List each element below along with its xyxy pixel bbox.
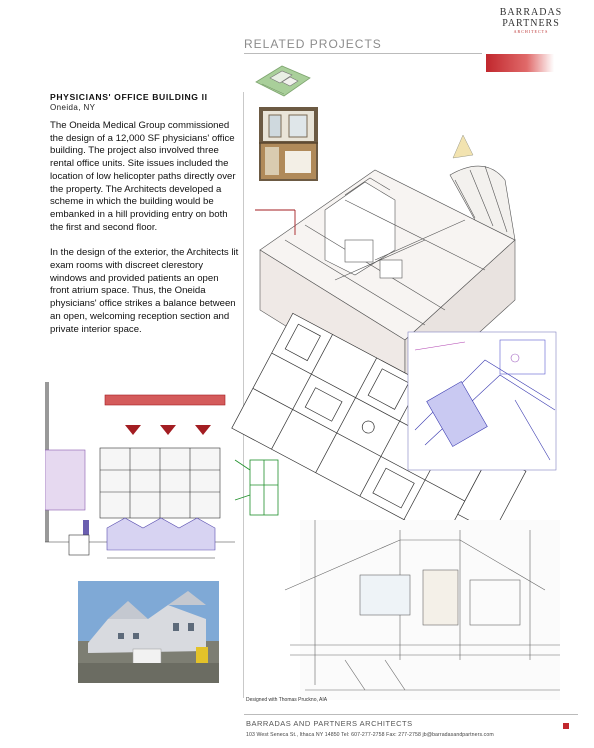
design-credit-caption: Designed with Thomas Pruckno, AIA	[246, 697, 328, 703]
description-paragraph-2: In the design of the exterior, the Architects lit exam rooms with discreet clerestory windows and provided patients an open front atrium space. Thus, the Oneida physicians' office strikes a balance between an open, welcoming reception section and private interior space.	[50, 247, 239, 335]
section-elevation-drawings	[45, 382, 235, 558]
project-title: PHYSICIANS' OFFICE BUILDING II	[50, 92, 208, 102]
footer-address: 103 West Seneca St., Ithaca NY 14850 Tel: 607-277-2758 Fax: 277-2758 jb@barradasandpartners.com	[246, 732, 494, 738]
exterior-photo	[78, 581, 219, 683]
logo-line-2: PARTNERS	[502, 18, 560, 29]
description-paragraph-1: The Oneida Medical Group commissioned the design of a 12,000 SF physicians' office building. The project also involved three rental office units. Site issues included the location of low helicopter paths directly over the property. The Architects developed a scheme in which the building would be embanked in a hill providing entry on both the first and second floor.	[50, 120, 236, 233]
logo-line-3: ARCHITECTS	[513, 29, 549, 34]
building-section-sketch	[285, 520, 560, 700]
logo-accent-bar	[486, 54, 554, 72]
green-detail	[235, 460, 278, 515]
logo-line-1: BARRADAS	[499, 7, 563, 18]
footer-red-square	[563, 723, 569, 729]
site-plan	[408, 332, 556, 470]
site-model-image	[252, 60, 312, 100]
project-location: Oneida, NY	[50, 103, 96, 112]
footer-divider	[244, 714, 578, 715]
firm-logo	[486, 8, 576, 34]
footer-firm-name: BARRADAS AND PARTNERS ARCHITECTS	[246, 719, 413, 728]
skylight-accent	[453, 135, 473, 158]
section-title: RELATED PROJECTS	[244, 37, 382, 51]
header-divider	[244, 53, 482, 54]
